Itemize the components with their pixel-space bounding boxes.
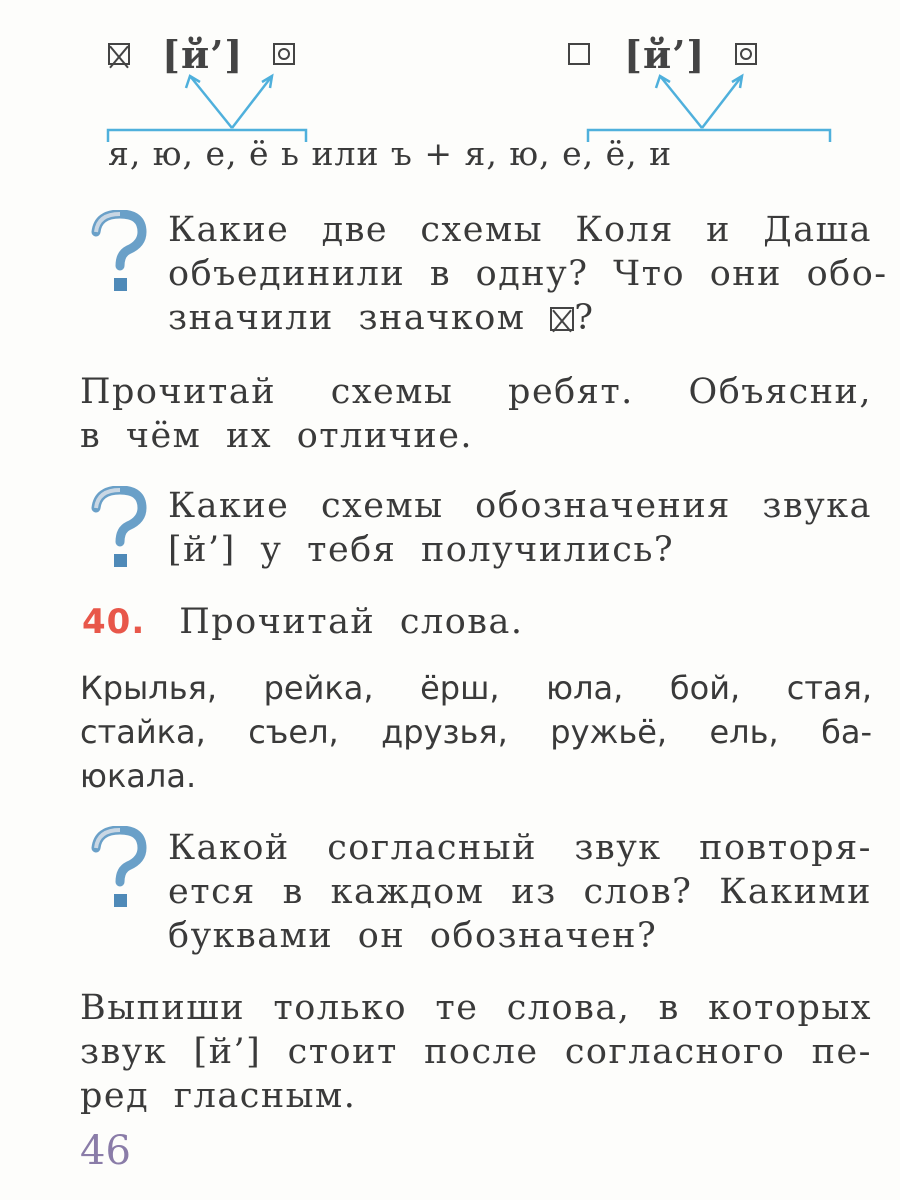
words-line: юкала. [80, 757, 197, 795]
words-line: Крылья, рейка, ёрш, юла, бой, стая, [80, 669, 872, 707]
question-mark-icon [88, 826, 148, 918]
paragraph-1-line: в чём их отличие. [80, 416, 474, 456]
left-scheme-sound: [й’] [162, 31, 244, 77]
words-line: стайка, съел, друзья, ружьё, ель, ба- [80, 713, 872, 751]
question-1-end: ? [574, 298, 595, 338]
right-scheme-sound: [й’] [624, 31, 706, 77]
question-3-line: Какой согласный звук повторя- [168, 828, 872, 868]
exercise-40-header [82, 600, 524, 644]
exercise-number: 40. [82, 602, 146, 642]
left-arrows [108, 76, 306, 142]
question-2 [168, 484, 872, 572]
exercise-40-words [80, 666, 872, 798]
question-1-line [168, 296, 872, 340]
paragraph-1 [80, 370, 872, 458]
question-1-line: Какие две схемы Коля и Даша [168, 210, 872, 250]
question-2-line: Какие схемы обозначения звука [168, 486, 872, 526]
right-arrows [588, 76, 830, 142]
paragraph-2 [80, 986, 872, 1118]
crossed-box-icon [550, 307, 574, 331]
paragraph-2-line: звук [й’] стоит после согласного пе- [80, 1032, 872, 1072]
question-1-line: объединили в одну? Что они обо- [168, 254, 888, 294]
paragraph-1-line: Прочитай схемы ребят. Объясни, [80, 372, 872, 412]
letters-line: я, ю, е, ё ь или ъ + я, ю, е, ё, и [108, 134, 673, 173]
paragraph-2-line: ред гласным. [80, 1076, 357, 1116]
question-1-line-text: значили значком [168, 298, 526, 338]
question-2-line: [й’] у тебя получились? [168, 530, 675, 570]
exercise-task: Прочитай слова. [179, 602, 524, 642]
paragraph-2-line: Выпиши только те слова, в которых [80, 988, 872, 1028]
page-number: 46 [80, 1128, 131, 1174]
question-3 [168, 826, 872, 958]
question-1 [168, 208, 888, 340]
question-3-line: буквами он обозначен? [168, 916, 658, 956]
question-3-line: ется в каждом из слов? Какими [168, 872, 872, 912]
question-mark-icon [88, 486, 148, 578]
question-mark-icon [88, 210, 148, 302]
